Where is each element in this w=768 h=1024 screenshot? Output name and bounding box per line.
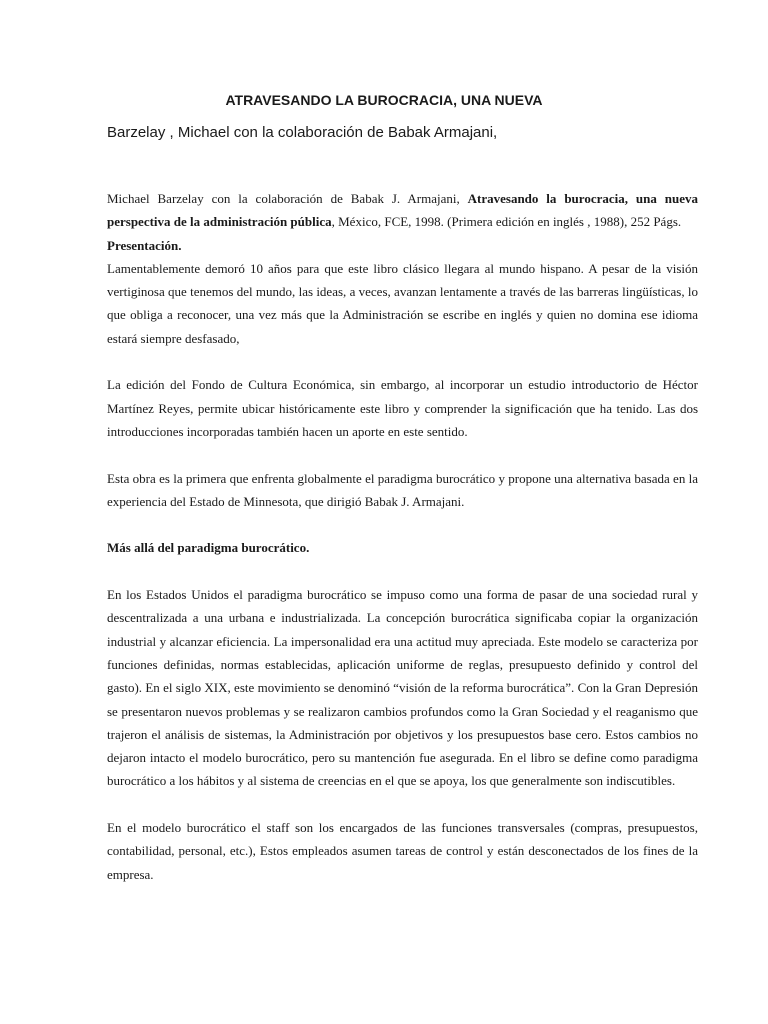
paragraph-2: La edición del Fondo de Cultura Económica, sin embargo, al incorporar un estudio introductorio de Héctor Martínez Reyes, permite ubicar históricamente este libro y comprender la significación que ha tenido. Las dos introducciones incorporadas también hacen un aporte en este sentido. — [107, 377, 698, 439]
document-body — [107, 187, 698, 886]
paragraph-3: Esta obra es la primera que enfrenta globalmente el paradigma burocrático y propone una alternativa basada en la experiencia del Estado de Minnesota, que dirigió Babak J. Armajani. — [107, 470, 698, 509]
citation-book-title: Atravesando la burocracia, una nueva perspectiva de la administración pública — [107, 191, 698, 230]
paragraph-5: En el modelo burocrático el staff son los encargados de las funciones transversales (compras, presupuestos, contabilidad, personal, etc.), Estos empleados asumen tareas de control y están desconectados de los fines de la empresa. — [107, 820, 698, 882]
section-heading — [107, 536, 698, 559]
presentation-heading — [107, 234, 698, 257]
citation-suffix: , México, FCE, 1998. (Primera edición en inglés , 1988), 252 Págs. — [331, 214, 682, 230]
section-heading-text: Más allá del paradigma burocrático. — [107, 540, 310, 556]
presentation-heading-text: Presentación. — [107, 237, 182, 253]
citation-paragraph — [107, 187, 698, 234]
paragraph-4: En los Estados Unidos el paradigma burocrático se impuso como una forma de pasar de una sociedad rural y descentralizada a una urbana e industrializada. La concepción burocrática significaba copiar la organización industrial y alcanzar eficiencia. La impersonalidad era una actitud muy apreciada. Este modelo se caracteriza por funciones definidas, normas establecidas, aplicación uniforme de reglas, presupuesto definido y control del gasto). En el siglo XIX, este movimiento se denominó “visión de la reforma burocrática”. Con la Gran Depresión se presentaron nuevos problemas y se realizaron cambios profundos como la Gran Sociedad y el reaganismo que trajeron el análisis de sistemas, la Administración por objetivos y los presupuestos base cero. Estos cambios no dejaron intacto el modelo burocrático, pero su mantención fue asegurada. En el libro se define como paradigma burocrático a los hábitos y al sistema de creencias en el que se apoya, los que generalmente son indiscutibles. — [107, 587, 698, 789]
author-line: Barzelay , Michael con la colaboración de Babak Armajani, — [107, 124, 498, 141]
citation-prefix: Michael Barzelay con la colaboración de Babak J. Armajani, — [107, 191, 468, 206]
document-title: ATRAVESANDO LA BUROCRACIA, UNA NUEVA — [225, 92, 543, 108]
paragraph-1: Lamentablemente demoró 10 años para que este libro clásico llegara al mundo hispano. A pesar de la visión vertiginosa que tenemos del mundo, las ideas, a veces, avanzan lentamente a través de las barreras lingüísticas, lo que obliga a reconocer, una vez más que la Administración se escribe en inglés y quien no domina ese idioma estará siempre desfasado, — [107, 260, 698, 346]
